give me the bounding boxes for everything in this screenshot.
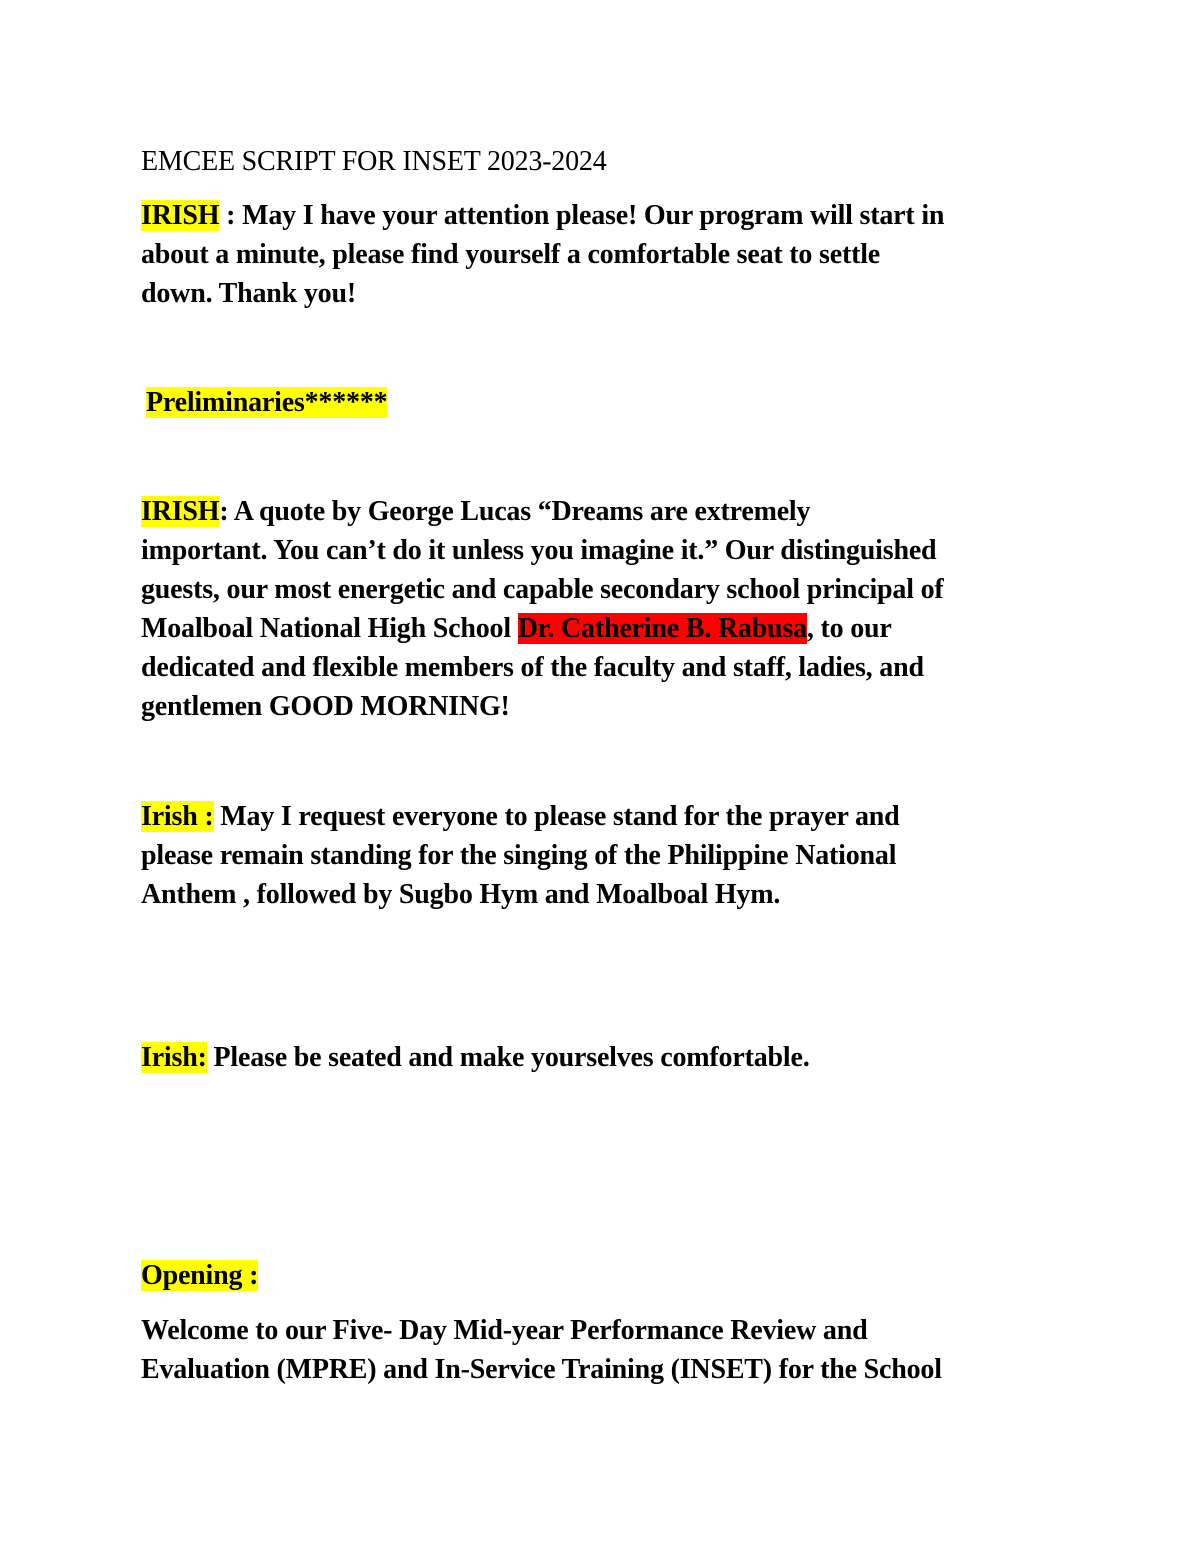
block1-text: : May I have your attention please! Our program will start in bbox=[219, 200, 945, 231]
speaker-label: IRISH bbox=[141, 496, 220, 527]
welcome-line2: Evaluation (MPRE) and In-Service Training (INSET) for the School bbox=[141, 1354, 942, 1385]
principal-name: Dr. Catherine B. Rabusa bbox=[517, 613, 807, 644]
preliminaries-heading bbox=[146, 383, 387, 422]
block2-line4 bbox=[141, 609, 892, 648]
block2-line1 bbox=[141, 492, 810, 531]
block3-text: May I request everyone to please stand for the prayer and bbox=[213, 801, 900, 832]
block1-line2: about a minute, please find yourself a comfortable seat to settle bbox=[141, 239, 881, 270]
opening-heading bbox=[141, 1256, 258, 1295]
block1-line1 bbox=[141, 196, 944, 235]
block3-line3: Anthem , followed by Sugbo Hym and Moalboal Hym. bbox=[141, 879, 781, 910]
block2-line5: dedicated and flexible members of the faculty and staff, ladies, and bbox=[141, 652, 924, 683]
block2-line6: gentlemen GOOD MORNING! bbox=[141, 691, 510, 722]
speaker-label: Irish: bbox=[141, 1042, 207, 1073]
opening-label: Opening : bbox=[141, 1260, 259, 1291]
block4-text: Please be seated and make yourselves comfortable. bbox=[206, 1042, 810, 1073]
block2-line4-pre: Moalboal National High School bbox=[141, 613, 518, 644]
block4-line1 bbox=[141, 1038, 810, 1077]
block2-line3: guests, our most energetic and capable secondary school principal of bbox=[141, 574, 944, 605]
preliminaries-label: Preliminaries****** bbox=[146, 387, 388, 418]
speaker-label: Irish : bbox=[141, 801, 214, 832]
block3-line1 bbox=[141, 797, 900, 836]
block2-text: : A quote by George Lucas “Dreams are extremely bbox=[219, 496, 811, 527]
block1-line3: down. Thank you! bbox=[141, 278, 356, 309]
block2-line4-post: , to our bbox=[806, 613, 892, 644]
speaker-label: IRISH bbox=[141, 200, 220, 231]
block2-line2: important. You can’t do it unless you imagine it.” Our distinguished bbox=[141, 535, 937, 566]
welcome-line1: Welcome to our Five- Day Mid-year Performance Review and bbox=[141, 1315, 868, 1346]
document-title: EMCEE SCRIPT FOR INSET 2023-2024 bbox=[141, 146, 607, 177]
block3-line2: please remain standing for the singing of the Philippine National bbox=[141, 840, 897, 871]
